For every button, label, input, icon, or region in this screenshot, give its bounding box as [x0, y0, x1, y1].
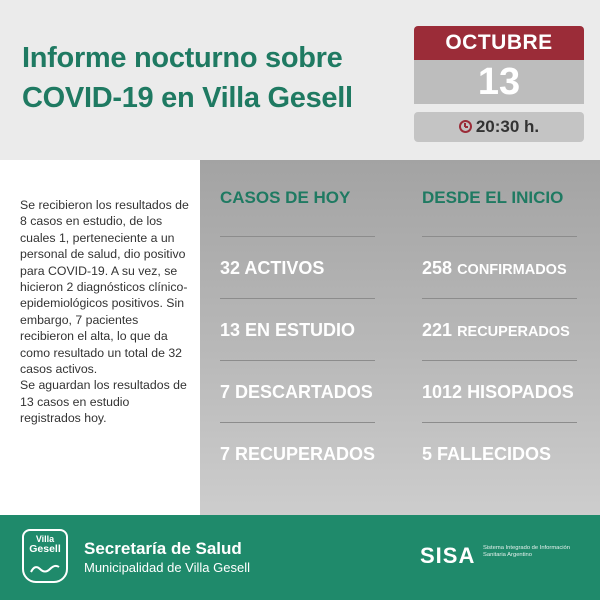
description: [20, 197, 190, 427]
municipalidad-subtitle: Municipalidad de Villa Gesell: [84, 560, 250, 575]
stat-descartados: [220, 382, 373, 403]
stat-label: DESCARTADOS: [235, 382, 373, 402]
time-badge: [414, 112, 584, 142]
description-paragraph-2: Se aguardan los resultados de 13 casos en estudio registrados hoy.: [20, 378, 187, 426]
stat-recuperados-total: [422, 320, 570, 341]
stat-fallecidos: [422, 444, 551, 465]
stat-label: RECUPERADOS: [235, 444, 376, 464]
casos-hoy-heading: CASOS DE HOY: [220, 188, 351, 207]
title-line-2: COVID-19 en Villa Gesell: [22, 82, 353, 114]
stat-en-estudio: [220, 320, 355, 341]
day-badge: 13: [414, 60, 584, 104]
stats-panel: [200, 160, 600, 515]
desde-inicio-heading: DESDE EL INICIO: [422, 188, 564, 207]
secretaria-title: Secretaría de Salud: [84, 539, 242, 558]
divider: [422, 360, 577, 361]
stat-number: 32: [220, 258, 241, 278]
stat-number: 13: [220, 320, 241, 340]
villa-gesell-logo: [22, 529, 68, 583]
report-title: [22, 38, 392, 118]
stat-number: 7: [220, 382, 231, 402]
sisa-description: Sistema Integrado de Información Sanitaria Argentino: [483, 545, 571, 558]
stat-label: ACTIVOS: [244, 258, 325, 278]
stat-label: CONFIRMADOS: [457, 262, 567, 278]
stat-label: FALLECIDOS: [437, 444, 552, 464]
waves-icon: [30, 563, 60, 575]
divider: [422, 298, 577, 299]
time-text: 20:30 h.: [475, 117, 540, 136]
description-paragraph-1: Se recibieron los resultados de 8 casos en estudio, de los cuales 1, perteneciente a un personal de salud, dio positivo para COVID-19. A su vez, se hicieron 2 diagnósticos clínico-epidemiológicos positivos. Sin embargo, 7 pacientes recibieron el alta, lo que da como resultado un total de 32 casos activos.: [20, 198, 189, 377]
divider: [422, 422, 577, 423]
stat-activos: [220, 258, 324, 279]
logo-text-line-2: Gesell: [29, 543, 61, 555]
stat-number: 221: [422, 320, 453, 340]
clock-icon: [459, 120, 472, 133]
divider: [220, 236, 375, 237]
stat-label: EN ESTUDIO: [245, 320, 356, 340]
divider: [422, 236, 577, 237]
footer: [0, 515, 600, 600]
sisa-logo: SISA: [420, 543, 476, 568]
stat-number: 258: [422, 258, 453, 278]
divider: [220, 360, 375, 361]
stat-confirmados: [422, 258, 567, 279]
stat-label: RECUPERADOS: [457, 324, 570, 340]
stat-number: 1012: [422, 382, 463, 402]
divider: [220, 422, 375, 423]
divider: [220, 298, 375, 299]
stat-number: 5: [422, 444, 433, 464]
stat-hisopados: [422, 382, 574, 403]
stat-label: HISOPADOS: [467, 382, 574, 402]
header: [0, 0, 600, 160]
logo-text-line-1: Villa: [35, 534, 55, 544]
month-badge: OCTUBRE: [414, 26, 584, 60]
title-line-1: Informe nocturno sobre: [22, 42, 343, 74]
stat-recuperados-hoy: [220, 444, 375, 465]
stat-number: 7: [220, 444, 231, 464]
